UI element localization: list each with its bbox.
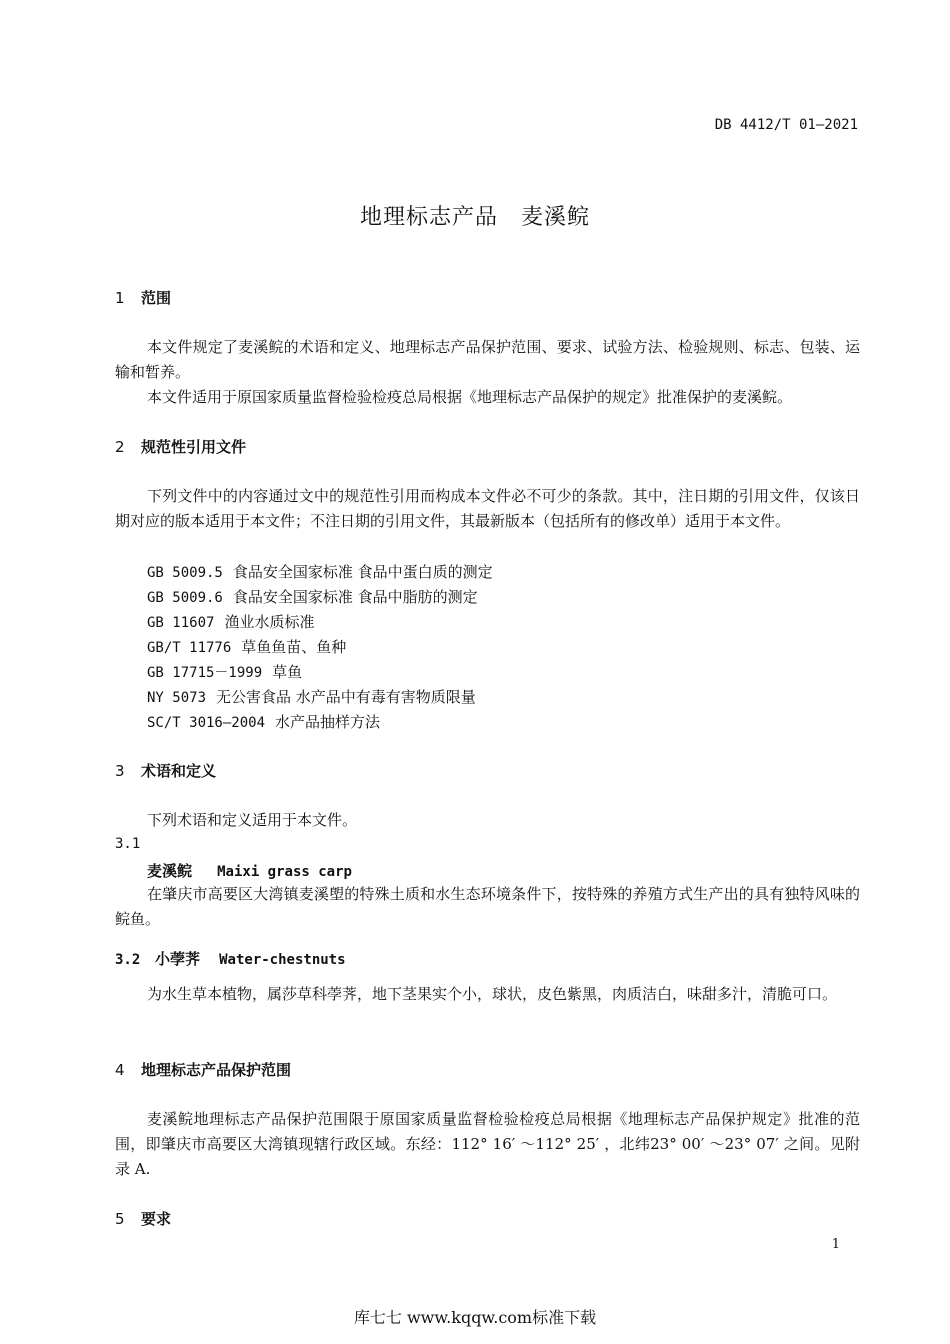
reference-title: 无公害食品 水产品中有毒有害物质限量 [216,688,476,706]
reference-item [147,610,493,635]
term-3-1-title [147,860,352,881]
section-number: 5 [115,1210,125,1228]
reference-title: 水产品抽样方法 [275,713,381,731]
reference-item [147,660,493,685]
reference-item [147,710,493,735]
term-3-2-title [115,948,346,969]
page-number: 1 [831,1237,840,1252]
footer-watermark: 库七七 www.kqqw.com标准下载 [353,1308,597,1327]
section-1-heading [115,287,171,308]
reference-title: 食品安全国家标准 食品中蛋白质的测定 [232,563,493,581]
reference-item [147,560,493,585]
section-title: 范围 [141,289,172,307]
section-number: 3 [115,762,125,780]
reference-title: 渔业水质标准 [224,613,315,631]
term-chinese: 麦溪鲩 [147,862,193,880]
section-2-intro: 下列文件中的内容通过文中的规范性引用而构成本文件必不可少的条款。其中，注日期的引用文件，仅该日期对应的版本适用于本文件；不注日期的引用文件，其最新版本（包括所有的修改单）适用于本文件。 [115,487,860,530]
term-english: Maixi grass carp [217,864,352,880]
reference-item [147,585,493,610]
section-2-heading [115,436,246,457]
term-number: 3.2 [115,952,141,968]
section-1-paragraph-2: 本文件适用于原国家质量监督检验检疫总局根据《地理标志产品保护的规定》批准保护的麦溪鲩。 [147,388,793,406]
reference-title: 草鱼鱼苗、鱼种 [241,638,347,656]
normative-reference-list [147,560,493,735]
reference-code: NY 5073 [147,690,207,706]
reference-title: 食品安全国家标准 食品中脂肪的测定 [232,588,478,606]
section-title: 术语和定义 [141,762,217,780]
reference-code: GB 11607 [147,615,215,631]
section-4-heading [115,1059,291,1080]
section-1-paragraph-1: 本文件规定了麦溪鲩的术语和定义、地理标志产品保护范围、要求、试验方法、检验规则、标志、包装、运输和暂养。 [115,338,860,381]
term-3-1-definition: 在肇庆市高要区大湾镇麦溪塱的特殊土质和水生态环境条件下，按特殊的养殖方式生产出的具有独特风味的鲩鱼。 [115,885,860,928]
section-number: 2 [115,438,125,456]
section-number: 4 [115,1061,125,1079]
term-3-1-number: 3.1 [115,836,141,852]
section-title: 地理标志产品保护范围 [141,1061,292,1079]
reference-title: 草鱼 [272,663,303,681]
reference-code: SC/T 3016—2004 [147,715,266,731]
term-chinese: 小荸荠 [155,950,201,968]
reference-item [147,685,493,710]
section-5-heading [115,1208,171,1229]
section-number: 1 [115,289,125,307]
reference-code: GB 5009.6 [147,590,223,606]
section-4-paragraph: 麦溪鲩地理标志产品保护范围限于原国家质量监督检验检疫总局根据《地理标志产品保护规定》批准的范围，即肇庆市高要区大湾镇现辖行政区域。东经：112° 16′ ～112° 25′ ，北纬23° 00′ ～23° 07′ 之间。见附录 A. [115,1110,860,1178]
reference-code: GB/T 11776 [147,640,232,656]
document-title: 地理标志产品 麦溪鲩 [359,205,590,230]
section-title: 要求 [141,1210,172,1228]
standard-code: DB 4412/T 01—2021 [714,117,858,133]
section-3-intro: 下列术语和定义适用于本文件。 [147,811,358,829]
term-english: Water-chestnuts [219,952,346,968]
reference-item [147,635,493,660]
reference-code: GB 17715－1999 [147,665,263,681]
reference-code: GB 5009.5 [147,565,223,581]
section-title: 规范性引用文件 [141,438,247,456]
term-3-2-definition: 为水生草本植物，属莎草科荸荠，地下茎果实个小，球状，皮色紫黑，肉质洁白，味甜多汁，清脆可口。 [147,985,838,1003]
section-3-heading [115,760,216,781]
